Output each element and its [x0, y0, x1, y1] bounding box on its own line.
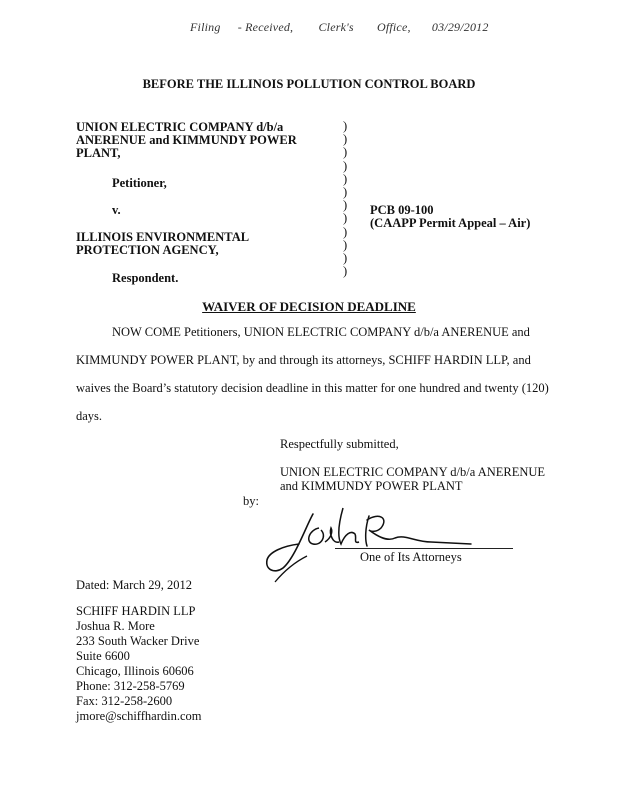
paren: ) — [343, 171, 348, 186]
dated-line: Dated: March 29, 2012 — [76, 578, 192, 592]
paren: ) — [343, 119, 348, 133]
firm-name: SCHIFF HARDIN LLP — [76, 604, 196, 618]
address-suite: Suite 6600 — [76, 649, 130, 663]
paren: ) — [343, 224, 348, 239]
document-title: WAIVER OF DECISION DEADLINE — [202, 299, 416, 314]
filing-stamp-header — [190, 20, 489, 35]
body-line-3: waives the Board’s statutory decision deadline in this matter for one hundred and twenty (120) — [76, 381, 549, 395]
petitioner-line-1: UNION ELECTRIC COMPANY d/b/a — [76, 120, 284, 134]
fax-number: Fax: 312-258-2600 — [76, 694, 173, 708]
paren: ) — [343, 211, 348, 226]
respectfully-submitted: Respectfully submitted, — [280, 437, 399, 451]
paren: ) — [343, 145, 348, 160]
board-title: BEFORE THE ILLINOIS POLLUTION CONTROL BOARD — [142, 77, 476, 91]
paren: ) — [343, 250, 348, 265]
phone-number: Phone: 312-258-5769 — [76, 679, 185, 693]
case-type: (CAAPP Permit Appeal – Air) — [370, 216, 531, 230]
body-line-2: KIMMUNDY POWER PLANT, by and through its attorneys, SCHIFF HARDIN LLP, and — [76, 353, 531, 367]
petitioner-line-2: ANERENUE and KIMMUNDY POWER — [76, 133, 297, 147]
respondent-line-2: PROTECTION AGENCY, — [76, 243, 219, 257]
header-clerk: Clerk's — [318, 20, 354, 34]
handwritten-signature — [255, 498, 495, 588]
respondent-role: Respondent. — [112, 271, 179, 285]
signature-line — [335, 548, 513, 549]
by-label: by: — [243, 494, 259, 508]
header-office: Office, — [376, 20, 411, 34]
signature-company-line-1: UNION ELECTRIC COMPANY d/b/a ANERENUE — [280, 465, 546, 479]
paren: ) — [343, 237, 348, 252]
caption-parentheses — [343, 120, 347, 278]
body-line-1: NOW COME Petitioners, UNION ELECTRIC COMPANY d/b/a ANERENUE and — [112, 325, 530, 339]
paren: ) — [343, 184, 348, 199]
petitioner-line-3: PLANT, — [76, 146, 121, 160]
header-received: - Received, — [237, 20, 294, 34]
email-address: jmore@schiffhardin.com — [76, 709, 202, 723]
signature-company-line-2: and KIMMUNDY POWER PLANT — [280, 479, 463, 493]
address-street: 233 South Wacker Drive — [76, 634, 200, 648]
paren: ) — [343, 198, 348, 213]
header-filing: Filing — [190, 20, 221, 34]
paren: ) — [343, 158, 348, 173]
case-number: PCB 09-100 — [370, 203, 434, 217]
respondent-line-1: ILLINOIS ENVIRONMENTAL — [76, 230, 250, 244]
paren: ) — [343, 132, 348, 147]
paren: ) — [343, 264, 348, 279]
petitioner-role: Petitioner, — [112, 176, 167, 190]
header-date: 03/29/2012 — [431, 20, 489, 34]
attorney-name: Joshua R. More — [76, 619, 155, 633]
versus: v. — [112, 203, 121, 217]
attorney-caption: One of Its Attorneys — [360, 550, 462, 564]
address-city: Chicago, Illinois 60606 — [76, 664, 194, 678]
body-line-4: days. — [76, 409, 103, 423]
